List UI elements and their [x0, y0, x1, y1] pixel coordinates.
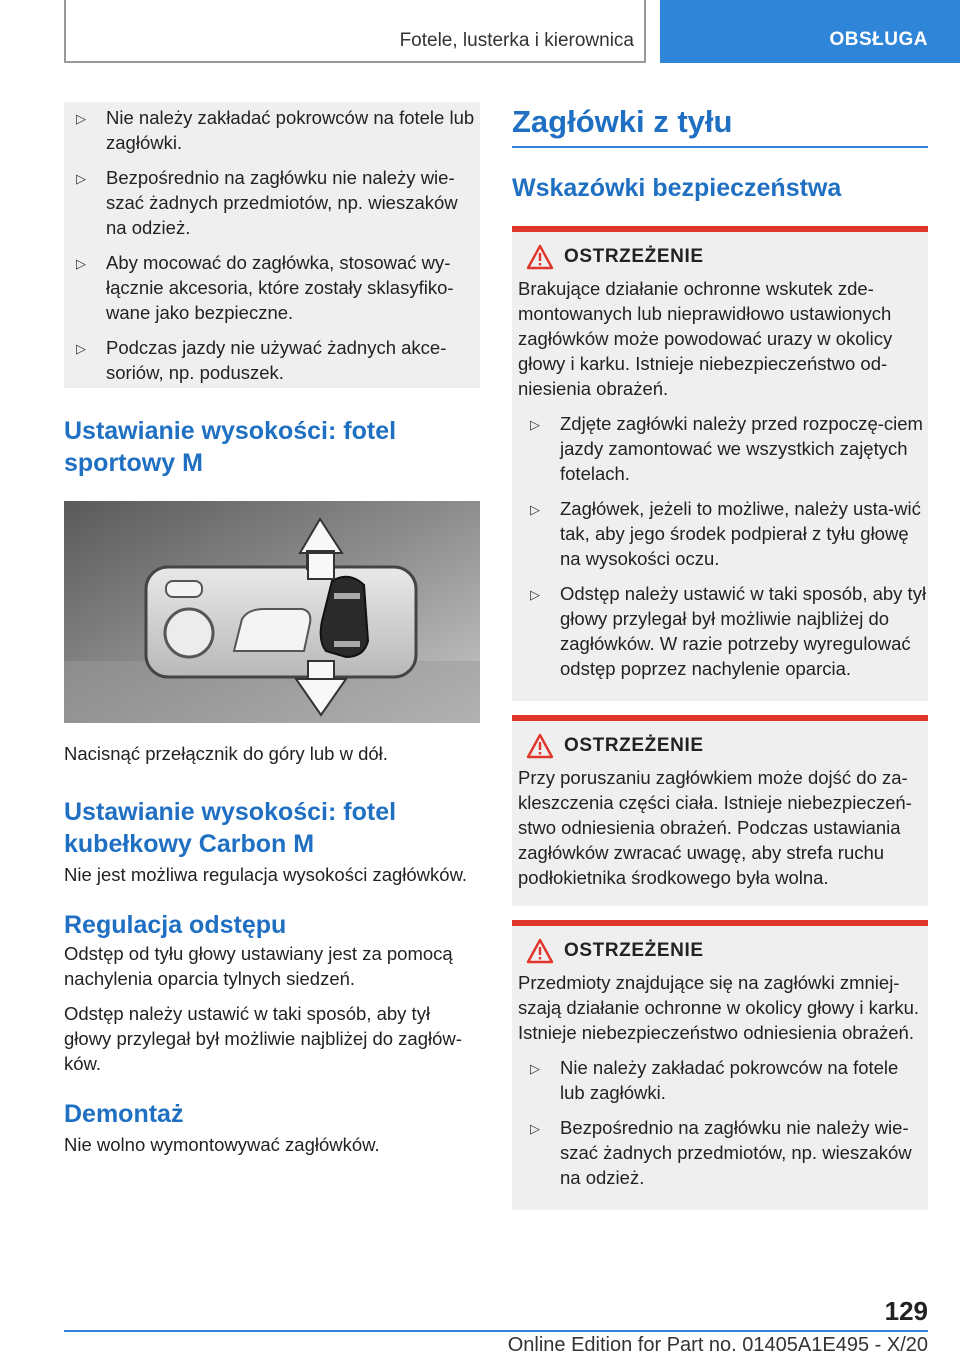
warning-text: Brakujące działanie ochronne wskutek zde-montowanych lub nieprawidłowo ustawionych zagłówków może powodować urazy w okolicy głowy i karku. Istnieje niebezpieczeństwo od-niesienia obrażeń.	[518, 278, 893, 399]
heading-safety: Wskazówki bezpieczeństwa	[512, 174, 842, 202]
footer-divider	[64, 1330, 928, 1332]
page-number: 129	[884, 1296, 928, 1326]
warning-list	[518, 1055, 928, 1190]
list-item: ▷ Bezpośrednio na zagłówku nie należy wie-szać żadnych przedmiotów, np. wieszaków na odzież.	[76, 167, 458, 238]
right-column	[512, 102, 928, 1210]
warning-header	[518, 735, 928, 761]
triangle-bullet-icon: ▷	[530, 587, 540, 602]
text-distance-2: Odstęp należy ustawić w taki sposób, aby tył głowy przylegał był możliwie najbliżej do zagłów-ków.	[64, 1003, 462, 1074]
warning-box	[512, 226, 928, 701]
section-tab	[660, 0, 960, 63]
triangle-bullet-icon: ▷	[76, 111, 86, 126]
top-box-list	[64, 105, 480, 385]
text-removal: Nie wolno wymontowywać zagłówków.	[64, 1134, 380, 1155]
list-item: ▷ Zdjęte zagłówki należy przed rozpoczę-ciem jazdy zamontować we wszystkich zajętych fotelach.	[530, 413, 923, 484]
triangle-bullet-icon: ▷	[530, 1121, 540, 1136]
warning-triangle-icon	[526, 733, 554, 759]
list-item: ▷ Podczas jazdy nie używać żadnych akce-soriów, np. poduszek.	[76, 337, 447, 383]
warning-triangle-icon	[526, 244, 554, 270]
header-frame	[64, 0, 646, 63]
warning-text: Przy poruszaniu zagłówkiem może dojść do za-kleszczenia części ciała. Istnieje niebezpieczeń-stwo odniesienia obrażeń. Podczas ustawiania zagłówków zwracać uwagę, aby strefa ruchu podłokietnika środkowego była wolna.	[518, 767, 912, 888]
warning-title: OSTRZEŻENIE	[564, 246, 704, 267]
caption-sport-seat: Nacisnąć przełącznik do góry lub w dół.	[64, 743, 388, 764]
list-item: ▷ Bezpośrednio na zagłówku nie należy wie-szać żadnych przedmiotów, np. wieszaków na odzież.	[530, 1117, 912, 1188]
list-item: ▷ Odstęp należy ustawić w taki sposób, aby tył głowy przylegał był możliwie najbliżej do zagłówków. W razie potrzeby wyregulować odstęp poprzez nachylenie oparcia.	[530, 583, 927, 679]
heading-distance: Regulacja odstępu	[64, 911, 287, 939]
warning-box	[512, 715, 928, 906]
top-info-box	[64, 102, 480, 388]
triangle-bullet-icon: ▷	[530, 1061, 540, 1076]
warning-title: OSTRZEŻENIE	[564, 735, 704, 756]
list-item: ▷ Nie należy zakładać pokrowców na fotele lub zagłówki.	[530, 1057, 899, 1103]
warning-list	[518, 411, 928, 681]
triangle-bullet-icon: ▷	[76, 341, 86, 356]
triangle-bullet-icon: ▷	[76, 256, 86, 271]
triangle-bullet-icon: ▷	[76, 171, 86, 186]
heading-divider	[512, 146, 928, 148]
warning-text: Przedmioty znajdujące się na zagłówki zmniej-szają działanie ochronne w okolicy głowy i karku. Istnieje niebezpieczeństwo odniesienia obrażeń.	[518, 972, 920, 1043]
warning-box	[512, 920, 928, 1210]
warning-title: OSTRZEŻENIE	[564, 940, 704, 961]
heading-rear-headrests: Zagłówki z tyłu	[512, 104, 733, 139]
warning-header	[518, 246, 928, 272]
section-tab-label: OBSŁUGA	[829, 29, 928, 50]
seat-switch-illustration	[64, 501, 480, 723]
heading-bucket-seat: Ustawianie wysokości: fotel kubełkowy Carbon M	[64, 798, 397, 858]
triangle-bullet-icon: ▷	[530, 502, 540, 517]
left-column	[64, 102, 480, 1157]
list-item: ▷ Zagłówek, jeżeli to możliwe, należy usta-wić tak, aby jego środek podpierał z tyłu głowę na wysokości oczu.	[530, 498, 921, 569]
list-item: ▷ Aby mocować do zagłówka, stosować wy-łącznie akcesoria, które zostały sklasyfiko-wane jako bezpieczne.	[76, 252, 454, 323]
heading-sport-seat: Ustawianie wysokości: fotel sportowy M	[64, 417, 397, 477]
triangle-bullet-icon: ▷	[530, 417, 540, 432]
edition-info: Online Edition for Part no. 01405A1E495 - X/20	[507, 1334, 928, 1356]
text-distance-1: Odstęp od tyłu głowy ustawiany jest za pomocą nachylenia oparcia tylnych siedzeń.	[64, 943, 453, 989]
heading-removal: Demontaż	[64, 1100, 184, 1128]
text-bucket-seat: Nie jest możliwa regulacja wysokości zagłówków.	[64, 864, 468, 885]
chapter-title: Fotele, lusterka i kierownica	[399, 30, 634, 51]
warning-header	[518, 940, 928, 966]
list-item: ▷ Nie należy zakładać pokrowców na fotele lub zagłówki.	[76, 107, 475, 153]
warning-triangle-icon	[526, 938, 554, 964]
